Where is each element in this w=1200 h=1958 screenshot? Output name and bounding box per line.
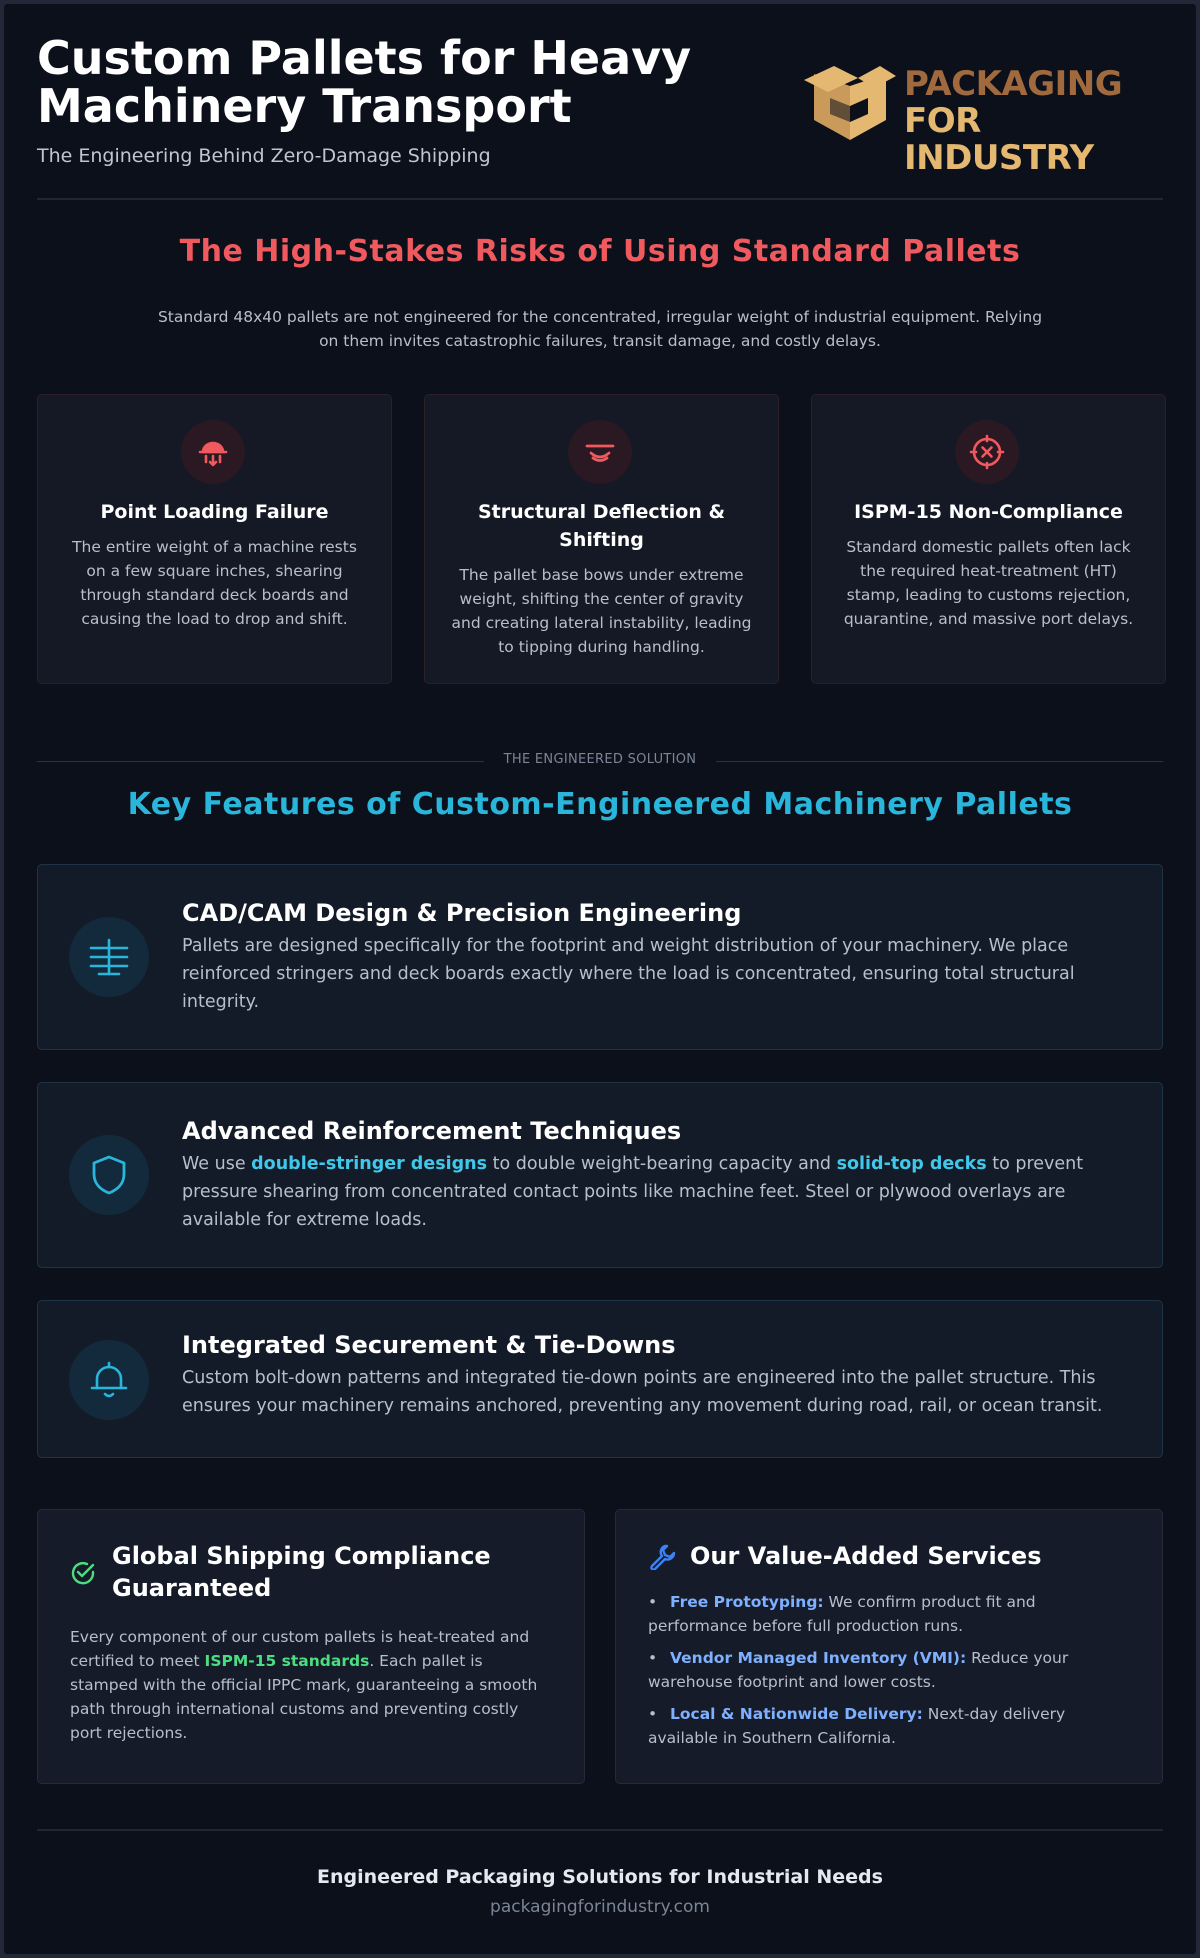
risk-text: The entire weight of a machine rests on a few square inches, shearing through standard deck boards and causing the load to drop and shift. <box>72 538 357 628</box>
feature-card-reinforcement <box>37 1082 1163 1268</box>
feature-title: Integrated Securement & Tie-Downs <box>182 1331 676 1359</box>
risk-card-point-loading <box>37 394 392 684</box>
bullet: • <box>648 1593 658 1611</box>
logo-wordmark <box>904 66 1174 177</box>
bell-anchor-icon <box>69 1340 149 1420</box>
weight-load-icon <box>181 420 245 484</box>
list-item <box>648 1702 1132 1750</box>
risks-intro: Standard 48x40 pallets are not engineered for the concentrated, irregular weight of industrial equipment. Relying on them invites catastrophic failures, transit damage, and costly delays. <box>157 308 1043 350</box>
infographic-page <box>4 4 1196 1954</box>
risk-title: ISPM-15 Non-Compliance <box>854 501 1123 523</box>
footer-title: Engineered Packaging Solutions for Industrial Needs <box>317 1866 883 1888</box>
feature-text-end: to prevent pressure shearing from concentrated contact points like machine feet. Steel or plywood overlays are available for extreme loads. <box>182 1154 1084 1230</box>
feature-title: Advanced Reinforcement Techniques <box>182 1117 682 1145</box>
compliance-text-end: . Each pallet is stamped with the official IPPC mark, guaranteeing a smooth path through international customs and preventing costly port rejections. <box>70 1652 538 1742</box>
solution-label: THE ENGINEERED SOLUTION <box>503 752 697 767</box>
services-card <box>615 1509 1163 1784</box>
feature-text: Custom bolt-down patterns and integrated tie-down points are engineered into the pallet structure. This ensures your machinery remains anchored, preventing any movement during road, rail, or ocean transit. <box>182 1368 1103 1416</box>
compliance-title: Global Shipping Compliance Guaranteed <box>112 1542 491 1602</box>
deflection-icon <box>568 420 632 484</box>
services-title: Our Value-Added Services <box>690 1542 1042 1570</box>
bullet: • <box>648 1649 658 1667</box>
risks-heading: The High-Stakes Risks of Using Standard Pallets <box>179 234 1021 269</box>
service-description: Reduce your warehouse footprint and lower costs. <box>648 1649 1069 1691</box>
service-name: Free Prototyping: <box>670 1593 824 1611</box>
risk-text: The pallet base bows under extreme weight, shifting the center of gravity and creating lateral instability, leading to tipping during handling. <box>451 566 752 656</box>
blueprint-grid-icon <box>69 917 149 997</box>
highlight-ispm-15: ISPM-15 standards <box>204 1652 370 1670</box>
list-item <box>648 1590 1132 1638</box>
features-heading: Key Features of Custom-Engineered Machinery Pallets <box>127 787 1073 822</box>
services-list <box>648 1590 1132 1758</box>
wrench-icon <box>648 1542 676 1570</box>
feature-text: Pallets are designed specifically for the footprint and weight distribution of your machinery. We place reinforced stringers and deck boards exactly where the load is concentrated, ensuring total structural integrity. <box>182 936 1075 1012</box>
service-name: Vendor Managed Inventory (VMI): <box>670 1649 967 1667</box>
feature-title: CAD/CAM Design & Precision Engineering <box>182 899 742 927</box>
footer-url: packagingforindustry.com <box>490 1897 710 1917</box>
check-circle-icon <box>70 1560 96 1586</box>
bullet: • <box>648 1705 658 1723</box>
page-title: Custom Pallets for Heavy Machinery Transport <box>37 31 692 133</box>
footer-divider <box>37 1829 1163 1831</box>
header-divider <box>37 198 1163 200</box>
shield-icon <box>69 1135 149 1215</box>
service-name: Local & Nationwide Delivery: <box>670 1705 923 1723</box>
logo-line-2: FOR INDUSTRY <box>904 101 1094 178</box>
compliance-text <box>70 1625 554 1745</box>
company-logo <box>804 62 1174 178</box>
feature-text-start: We use <box>182 1154 252 1174</box>
feature-text-middle: to double weight-bearing capacity and <box>487 1154 837 1174</box>
compliance-text-start: Every component of our custom pallets is heat-treated and certified to meet <box>70 1628 530 1670</box>
box-logo-icon <box>804 62 896 142</box>
list-item <box>648 1646 1132 1694</box>
feature-card-cad-cam <box>37 864 1163 1050</box>
feature-card-securement <box>37 1300 1163 1458</box>
crosshair-x-icon <box>955 420 1019 484</box>
risk-title: Point Loading Failure <box>100 501 329 523</box>
service-description: We confirm product fit and performance before full production runs. <box>648 1593 1036 1635</box>
risk-text: Standard domestic pallets often lack the required heat-treatment (HT) stamp, leading to customs rejection, quarantine, and massive port delays. <box>843 538 1134 628</box>
page-subtitle: The Engineering Behind Zero-Damage Shipping <box>37 145 491 167</box>
logo-line-1: PACKAGING <box>904 64 1123 104</box>
risk-card-structural-deflection <box>424 394 779 684</box>
highlight-double-stringer: double-stringer designs <box>251 1154 488 1174</box>
service-description: Next-day delivery available in Southern California. <box>648 1705 1066 1747</box>
feature-text <box>182 1150 1132 1234</box>
risk-title: Structural Deflection & Shifting <box>477 501 726 551</box>
highlight-solid-top: solid-top decks <box>836 1154 987 1174</box>
risk-card-ispm-noncompliance <box>811 394 1166 684</box>
compliance-card <box>37 1509 585 1784</box>
